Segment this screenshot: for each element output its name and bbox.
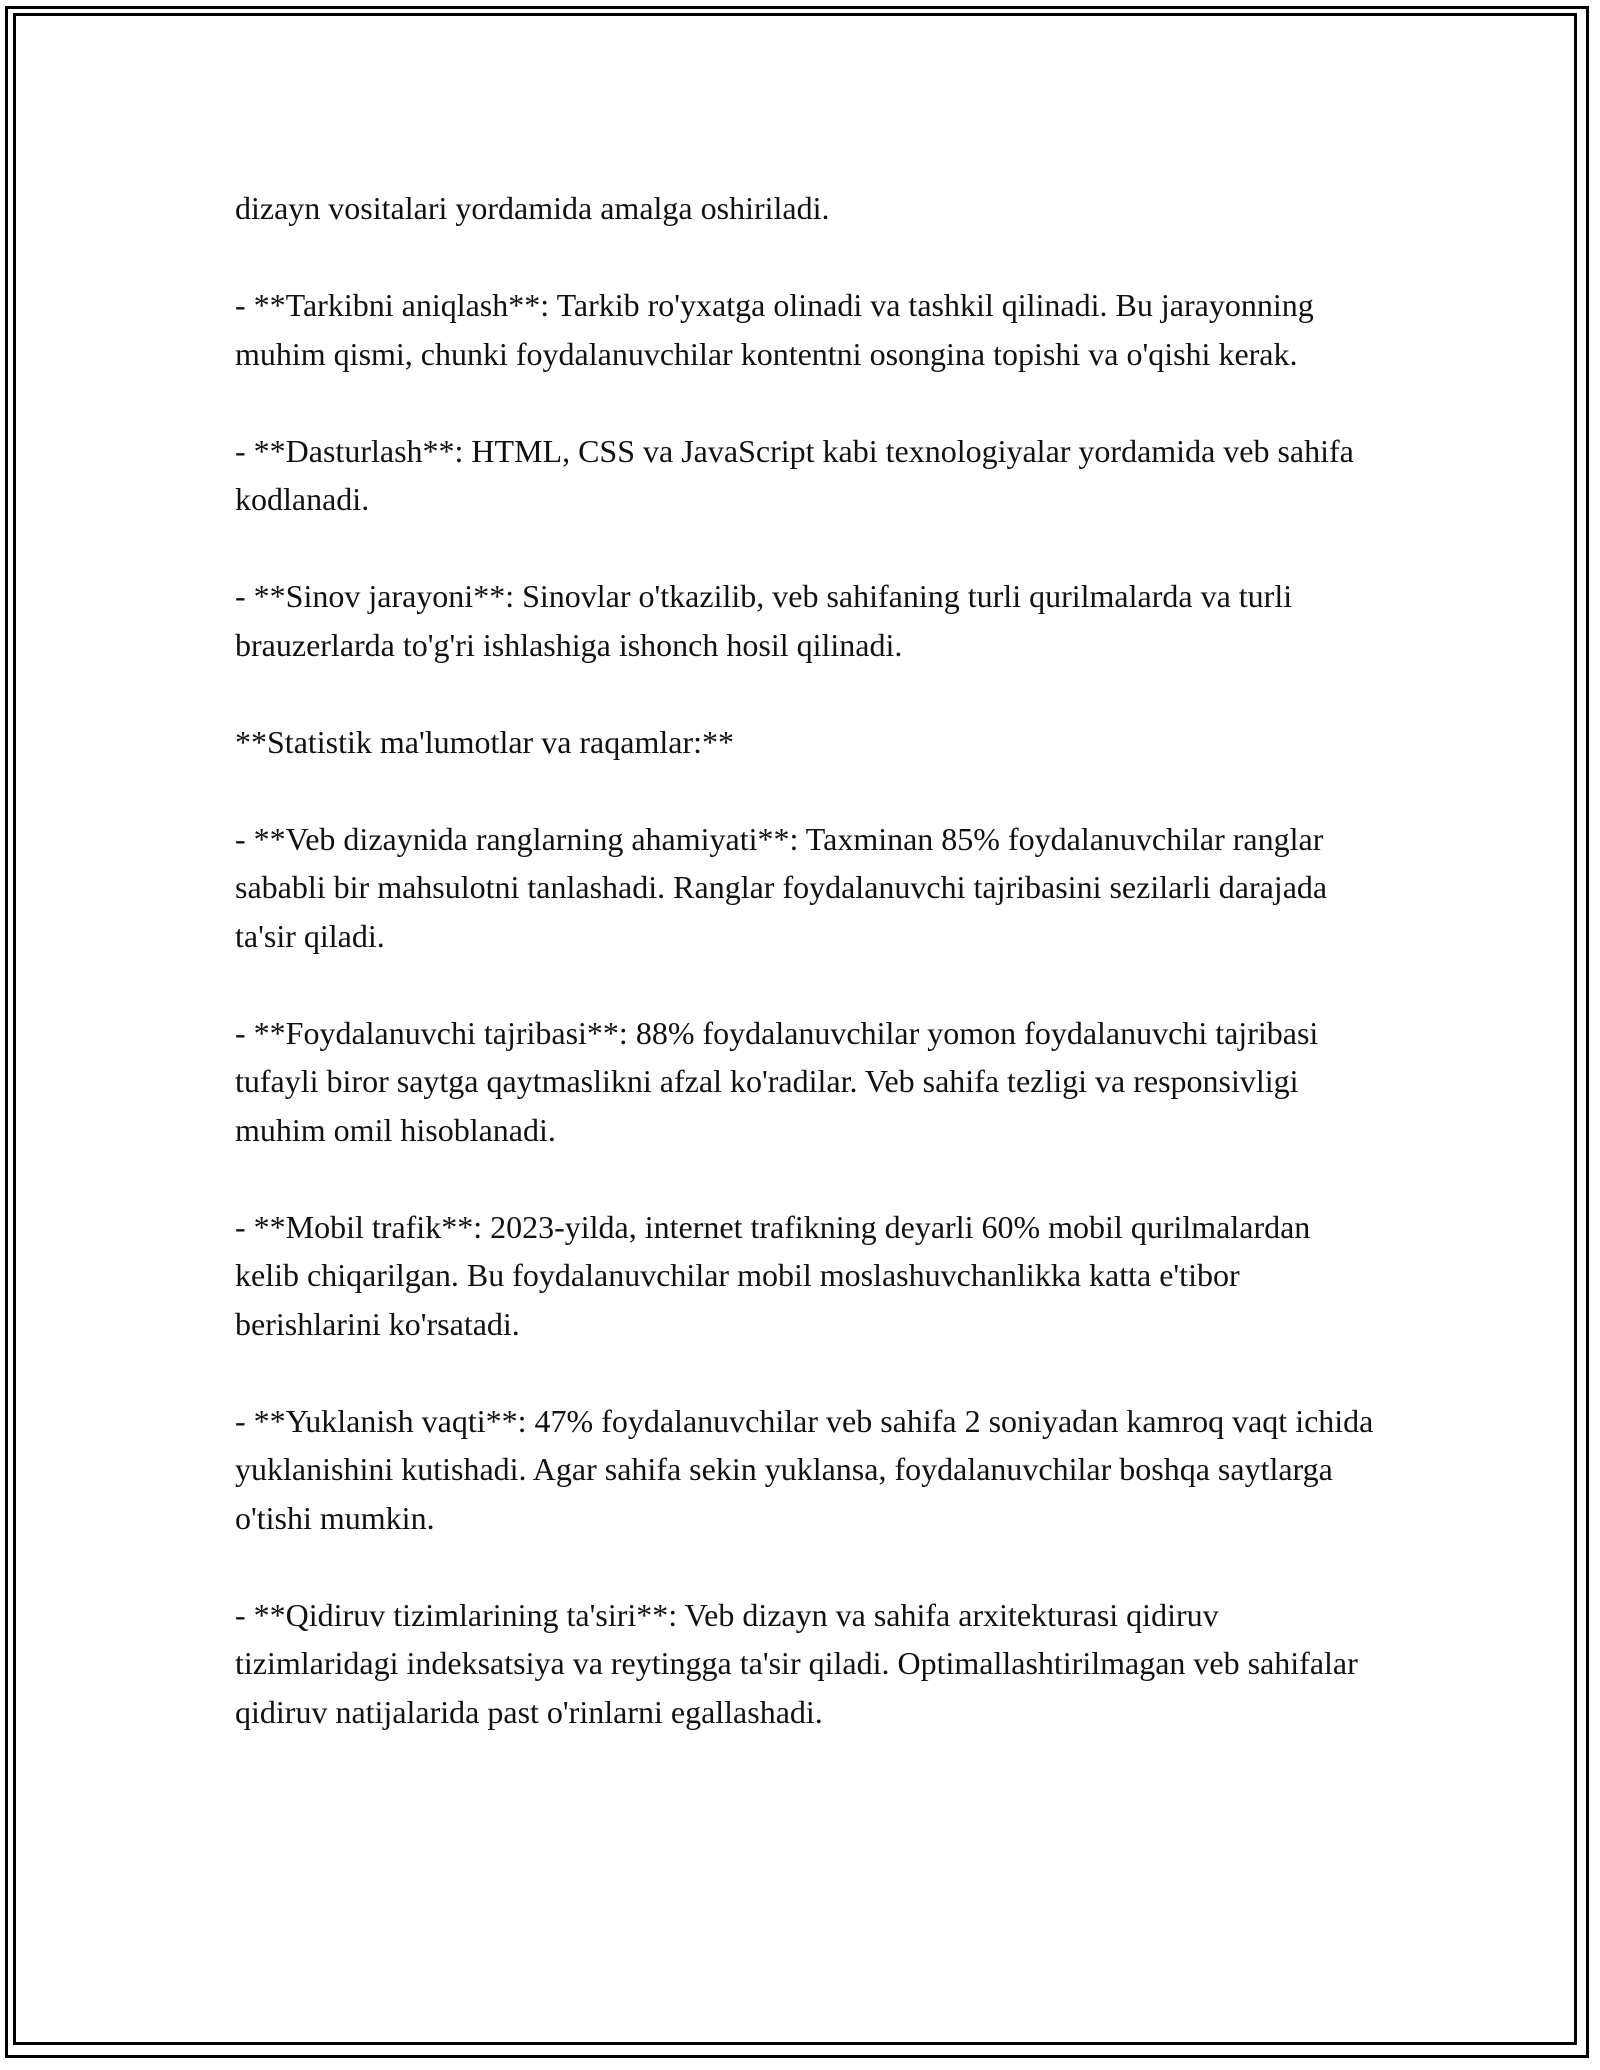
list-item-sinov-jarayoni: - **Sinov jarayoni**: Sinovlar o'tkazilib, veb sahifaning turli qurilmalarda va turli brauzerlarda to'g'ri ishlashiga ishonch hosil qilinadi.: [235, 578, 1293, 663]
section-heading-statistik: **Statistik ma'lumotlar va raqamlar:**: [235, 723, 734, 760]
list-item-tarkibni-aniqlash: - **Tarkibni aniqlash**: Tarkib ro'yxatga olinadi va tashkil qilinadi. Bu jarayonning muhim qismi, chunki foydalanuvchilar kontentni osongina topishi va o'qishi kerak.: [235, 287, 1314, 372]
paragraph-continuation: dizayn vositalari yordamida amalga oshiriladi.: [235, 190, 830, 226]
list-item-dasturlash: - **Dasturlash**: HTML, CSS va JavaScript kabi texnologiyalar yordamida veb sahifa kodlanadi.: [235, 432, 1354, 517]
list-item-yuklanish-vaqti: - **Yuklanish vaqti**: 47% foydalanuvchilar veb sahifa 2 soniyadan kamroq vaqt ichida yuklanishini kutishadi. Agar sahifa sekin yuklansa, foydalanuvchilar boshqa saytlarga o'tishi mumkin.: [235, 1402, 1374, 1536]
list-item-qidiruv-tizimlari: - **Qidiruv tizimlarining ta'siri**: Veb dizayn va sahifa arxitekturasi qidiruv tizimlaridagi indeksatsiya va reytingga ta'sir qiladi. Optimallashtirilmagan veb sahifalar qidiruv natijalarida past o'rinlarni egallashadi.: [235, 1596, 1358, 1730]
document-body: [235, 184, 1375, 1785]
list-item-mobil-trafik: - **Mobil trafik**: 2023-yilda, internet trafikning deyarli 60% mobil qurilmalardan kelib chiqarilgan. Bu foydalanuvchilar mobil moslashuvchanlikka katta e'tibor berishlarini ko'rsatadi.: [235, 1208, 1311, 1342]
list-item-foydalanuvchi-tajribasi: - **Foydalanuvchi tajribasi**: 88% foydalanuvchilar yomon foydalanuvchi tajribasi tufayli biror saytga qaytmaslikni afzal ko'radilar. Veb sahifa tezligi va responsivligi muhim omil hisoblanadi.: [235, 1014, 1319, 1148]
list-item-ranglar: - **Veb dizaynida ranglarning ahamiyati**: Taxminan 85% foydalanuvchilar ranglar sababli bir mahsulotni tanlashadi. Ranglar foydalanuvchi tajribasini sezilarli darajada ta'sir qiladi.: [235, 820, 1328, 954]
